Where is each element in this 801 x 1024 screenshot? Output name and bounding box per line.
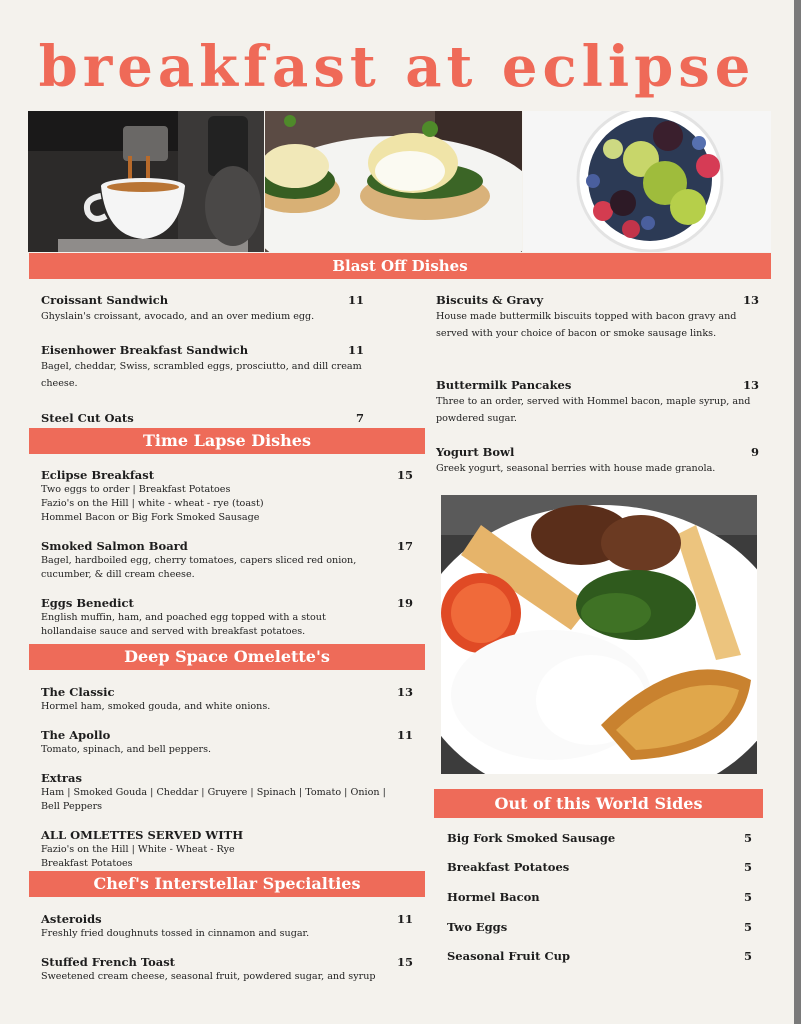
side-price: 5 — [743, 920, 752, 934]
item-desc: Ghyslain's croissant, avocado, and an over medium egg. — [41, 311, 315, 322]
item-desc: Ham | Smoked Gouda | Cheddar | Gruyere | Spinach | Tomato | Onion | Bell Peppers — [41, 787, 386, 812]
item-desc: Greek yogurt, seasonal berries with house made granola. — [436, 463, 716, 474]
side-name: Seasonal Fruit Cup — [447, 949, 571, 963]
item-desc: Bagel, hardboiled egg, cherry tomatoes, capers sliced red onion, cucumber, & dill cream cheese. — [41, 555, 357, 580]
item-price: 13 — [742, 293, 759, 307]
item-price: 11 — [396, 728, 413, 742]
section-header-time-lapse: Time Lapse Dishes — [29, 428, 425, 454]
item-name: The Classic — [41, 685, 115, 699]
item-desc: Bagel, cheddar, Swiss, scrambled eggs, prosciutto, and dill cream cheese. — [41, 361, 362, 389]
fruit-bowl-photo — [523, 111, 771, 252]
item-desc: House made buttermilk biscuits topped with bacon gravy and served with your choice of bacon or smoke sausage links. — [436, 311, 737, 339]
side-price: 5 — [743, 890, 752, 904]
item-name: Eggs Benedict — [41, 596, 134, 610]
item-desc: Two eggs to order | Breakfast Potatoes Fazio's on the Hill | white - wheat - rye (toast) Hommel Bacon or Big Fork Smoked Sausage — [41, 484, 264, 523]
section-header-blast-off: Blast Off Dishes — [29, 253, 771, 279]
item-price: 13 — [742, 378, 759, 392]
item-name: Eisenhower Breakfast Sandwich — [41, 343, 249, 357]
item-name: Steel Cut Oats — [41, 411, 134, 425]
item-name: Smoked Salmon Board — [41, 539, 188, 553]
item-price: 19 — [396, 596, 413, 610]
side-price: 5 — [743, 860, 752, 874]
item-desc: Hormel ham, smoked gouda, and white onions. — [41, 701, 271, 712]
item-desc: Freshly fried doughnuts tossed in cinnamon and sugar. — [41, 928, 310, 939]
item-price: 11 — [347, 293, 364, 307]
section-header-chefs: Chef's Interstellar Specialties — [29, 871, 425, 897]
item-price: 15 — [396, 468, 413, 482]
section-header-deep-space: Deep Space Omelette's — [29, 644, 425, 670]
item-name: Asteroids — [41, 912, 102, 926]
side-name: Two Eggs — [447, 920, 508, 934]
item-name: The Apollo — [41, 728, 111, 742]
item-price: 9 — [750, 445, 759, 459]
item-price: 15 — [396, 955, 413, 969]
section-header-sides: Out of this World Sides — [434, 789, 763, 818]
side-name: Breakfast Potatoes — [447, 860, 570, 874]
item-price: 17 — [396, 539, 413, 553]
item-desc: Fazio's on the Hill | White - Wheat - Rye Breakfast Potatoes — [41, 844, 235, 869]
item-name: Biscuits & Gravy — [436, 293, 544, 307]
item-price: 11 — [396, 912, 413, 926]
item-name: Eclipse Breakfast — [41, 468, 155, 482]
item-desc: Tomato, spinach, and bell peppers. — [41, 744, 212, 755]
item-name: Stuffed French Toast — [41, 955, 175, 969]
menu-title: breakfast at eclipse — [38, 34, 756, 100]
eggs-benedict-photo — [265, 111, 522, 252]
item-name: Yogurt Bowl — [436, 445, 515, 459]
item-price: 13 — [396, 685, 413, 699]
item-price: 7 — [355, 411, 364, 425]
item-desc: Sweetened cream cheese, seasonal fruit, powdered sugar, and syrup — [41, 971, 376, 982]
side-price: 5 — [743, 949, 752, 963]
item-name: Buttermilk Pancakes — [436, 378, 572, 392]
item-desc: Three to an order, served with Hommel bacon, maple syrup, and powdered sugar. — [436, 396, 751, 424]
side-name: Big Fork Smoked Sausage — [447, 831, 616, 845]
item-name: Extras — [41, 771, 82, 785]
full-breakfast-photo — [441, 495, 757, 774]
item-name: ALL OMLETTES SERVED WITH — [41, 828, 244, 842]
coffee-photo — [28, 111, 264, 252]
item-price: 11 — [347, 343, 364, 357]
side-name: Hormel Bacon — [447, 890, 540, 904]
item-desc: English muffin, ham, and poached egg topped with a stout hollandaise sauce and served with breakfast potatoes. — [41, 612, 326, 637]
item-name: Croissant Sandwich — [41, 293, 169, 307]
side-price: 5 — [743, 831, 752, 845]
